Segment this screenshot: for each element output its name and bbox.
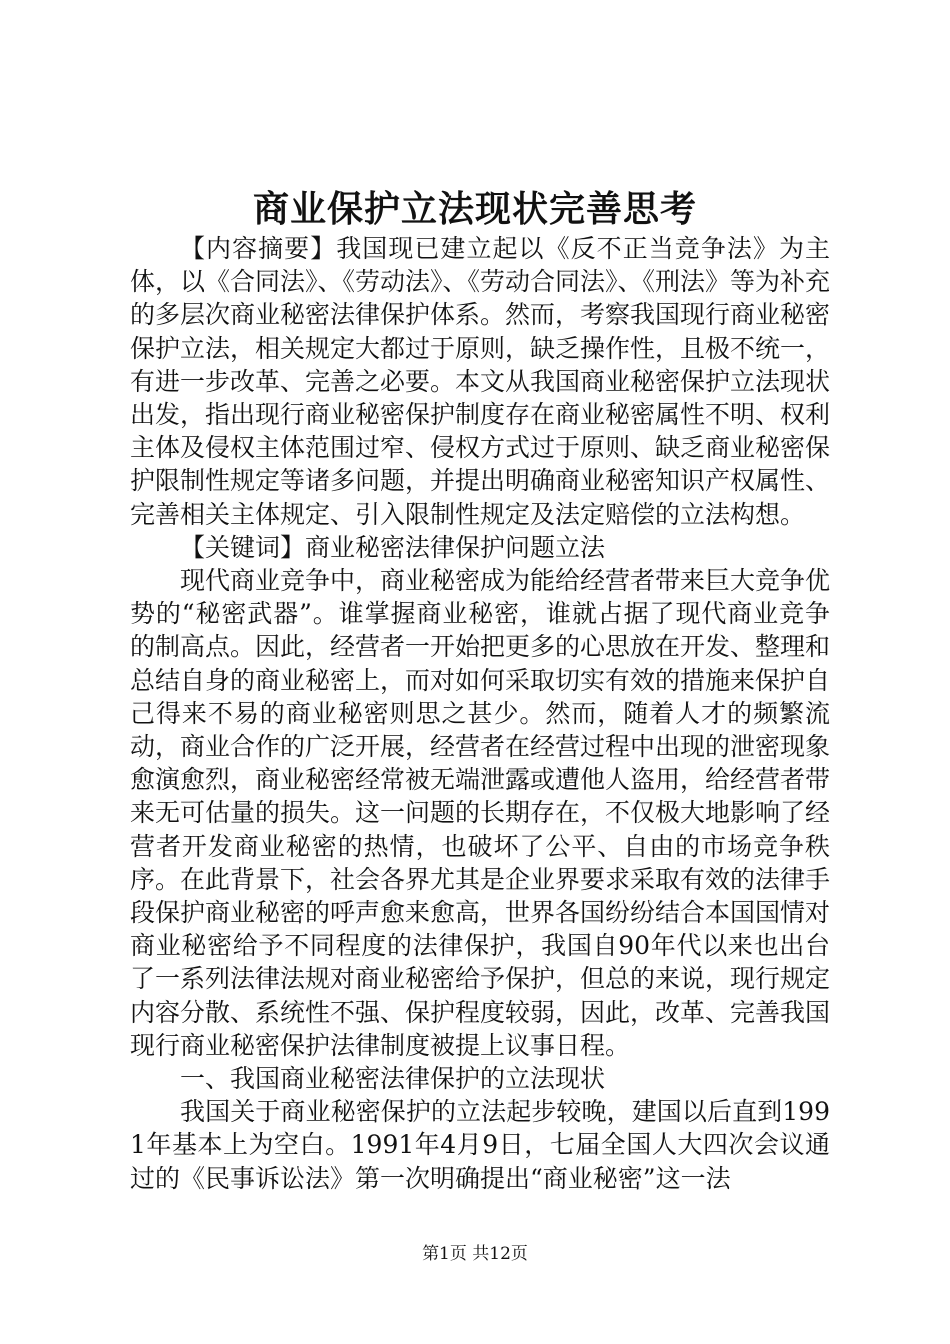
document-body (130, 232, 830, 1195)
keywords-paragraph: 【关键词】商业秘密法律保护问题立法 (180, 532, 606, 562)
intro-paragraph: 现代商业竞争中，商业秘密成为能给经营者带来巨大竞争优势的“秘密武器”。谁掌握商业秘密，谁就占据了现代商业竞争的制高点。因此，经营者一开始把更多的心思放在开发、整理和总结自身的商业秘密上，而对如何采取切实有效的措施来保护自己得来不易的商业秘密则思之甚少。然而，随着人才的频繁流动，商业合作的广泛开展，经营者在经营过程中出现的泄密现象愈演愈烈，商业秘密经常被无端泄露或遭他人盗用，给经营者带来无可估量的损失。这一问题的长期存在，不仅极大地影响了经营者开发商业秘密的热情，也破坏了公平、自由的市场竞争秩序。在此背景下，社会各界尤其是企业界要求采取有效的法律手段保护商业秘密的呼声愈来愈高，世界各国纷纷结合本国国情对商业秘密给予不同程度的法律保护，我国自90年代以来也出台了一系列法律法规对商业秘密给予保护，但总的来说，现行规定内容分散、系统性不强、保护程度较弱，因此，改革、完善我国现行商业秘密保护法律制度被提上议事日程。 (130, 566, 831, 1060)
section-paragraph: 我国关于商业秘密保护的立法起步较晚，建国以后直到1991年基本上为空白。1991年4月9日，七届全国人大四次会议通过的《民事诉讼法》第一次明确提出“商业秘密”这一法 (130, 1097, 830, 1193)
section-heading: 一、我国商业秘密法律保护的立法现状 (180, 1064, 606, 1094)
page-footer: 第1页 共12页 (422, 1244, 528, 1264)
document-title: 商业保护立法现状完善思考 (252, 188, 697, 230)
abstract-paragraph: 【内容摘要】我国现已建立起以《反不正当竞争法》为主体，以《合同法》、《劳动法》、《劳动合同法》、《刑法》等为补充的多层次商业秘密法律保护体系。然而，考察我国现行商业秘密保护立法，相关规定大都过于原则，缺乏操作性，且极不统一，有进一步改革、完善之必要。本文从我国商业秘密保护立法现状出发，指出现行商业秘密保护制度存在商业秘密属性不明、权利主体及侵权主体范围过窄、侵权方式过于原则、缺乏商业秘密保护限制性规定等诸多问题，并提出明确商业秘密知识产权属性、完善相关主体规定、引入限制性规定及法定赔偿的立法构想。 (130, 234, 831, 529)
